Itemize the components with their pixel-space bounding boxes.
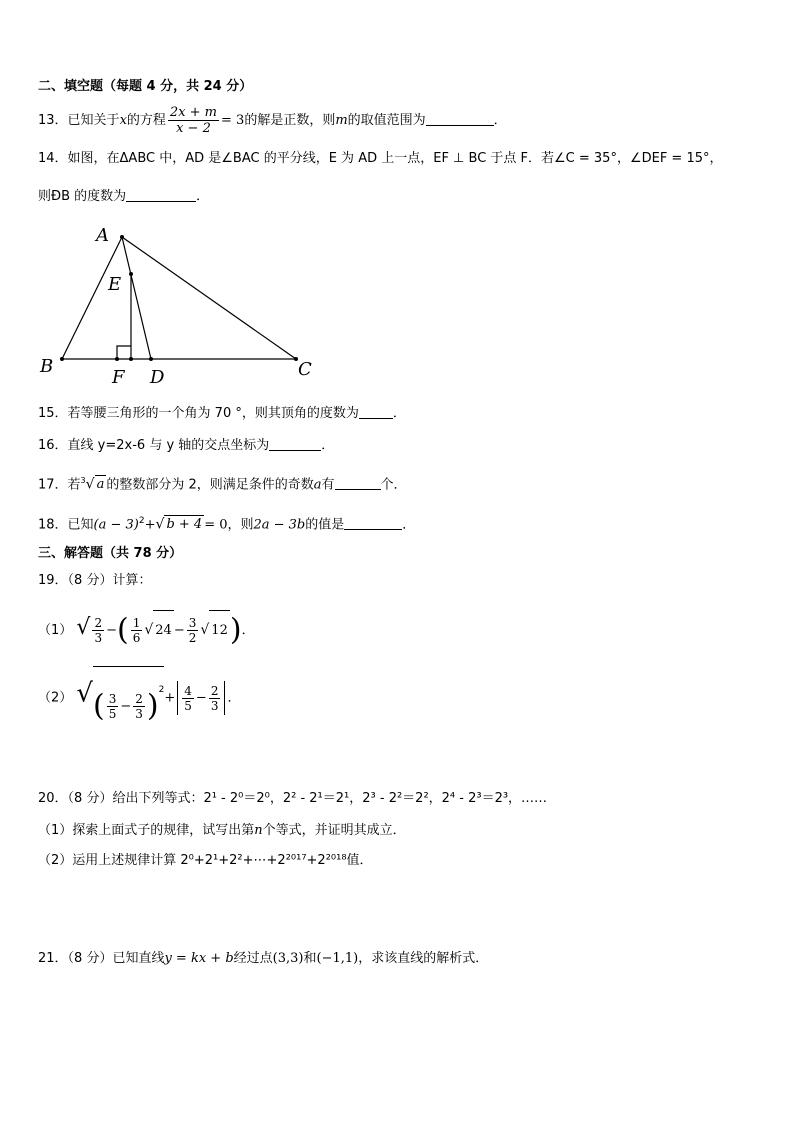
- question-19-part1: （1） √ $\frac{2}{3}$ −( $\frac{1}{6}$ √ 24 − $\frac{3}{2}$ √ 12)．: [38, 608, 255, 648]
- question-14-line1: 14．如图，在ΔABC 中，AD 是∠BAC 的平分线，E 为 AD 上一点，EF ⊥ BC 于点 F．若∠C = 35°，∠DEF = 15°，: [38, 151, 723, 166]
- answer-blank[interactable]: [126, 188, 196, 202]
- segment-ac: [122, 237, 296, 359]
- question-18: 18．已知$(a - 3)^2+√$ b + 4 = 0，则2a − 3b的值是 ．: [38, 516, 416, 533]
- section-header-fill-in: 二、填空题（每题 4 分，共 24 分）: [38, 79, 253, 94]
- label-d: D: [150, 367, 165, 388]
- label-a: A: [96, 225, 109, 246]
- question-13: 13．已知关于x的方程 $\frac{2x + m}{x - 2}$ = 3的解是正数，则m的取值范围为 ．: [38, 105, 507, 136]
- triangle-figure: [30, 220, 330, 390]
- answer-blank[interactable]: [426, 112, 494, 126]
- label-c: C: [298, 359, 312, 380]
- segment-ad: [122, 237, 151, 359]
- answer-blank[interactable]: [269, 437, 321, 451]
- question-20-line2: （1）探索上面式子的规律，试写出第n个等式，并证明其成立．: [38, 823, 406, 838]
- label-e: E: [108, 274, 122, 295]
- right-angle-mark: [117, 346, 131, 359]
- question-20-line1: 20．（8 分）给出下列等式：2¹ - 2⁰＝2⁰，2² - 2¹＝2¹，2³ - 2²＝2²，2⁴ - 2³＝2³，……: [38, 791, 548, 806]
- question-21: 21．（8 分）已知直线y = kx + b经过点(3,3)和(−1,1)，求该直线的解析式．: [38, 951, 489, 966]
- answer-blank[interactable]: [344, 516, 402, 530]
- fraction: $\frac{2x + m}{x - 2}$: [169, 105, 218, 136]
- question-20-line3: （2）运用上述规律计算 2⁰+2¹+2²+⋯+2²⁰¹⁷+2²⁰¹⁸值．: [38, 853, 373, 868]
- question-15: 15．若等腰三角形的一个角为 70 °，则其顶角的度数为 ．: [38, 406, 406, 421]
- segment-ab: [62, 237, 122, 359]
- question-19-title: 19．（8 分）计算：: [38, 573, 152, 588]
- section-header-solve: 三、解答题（共 78 分）: [38, 546, 183, 561]
- label-f: F: [112, 367, 125, 388]
- answer-blank[interactable]: [359, 405, 393, 419]
- question-14-line2: 则ÐB 的度数为 ．: [38, 189, 210, 204]
- question-17: 17．若$^3$√ a 的整数部分为 2，则满足条件的奇数a有 个．: [38, 476, 407, 493]
- answer-blank[interactable]: [335, 476, 381, 490]
- question-19-part2: （2） √( $\frac{3}{5}$ − $\frac{2}{3}$ )$^2$+ $\frac{4}{5}$ − $\frac{2}{3}$ ．: [38, 666, 240, 712]
- question-16: 16．直线 y=2x-6 与 y 轴的交点坐标为 ．: [38, 438, 335, 453]
- label-b: B: [40, 356, 54, 377]
